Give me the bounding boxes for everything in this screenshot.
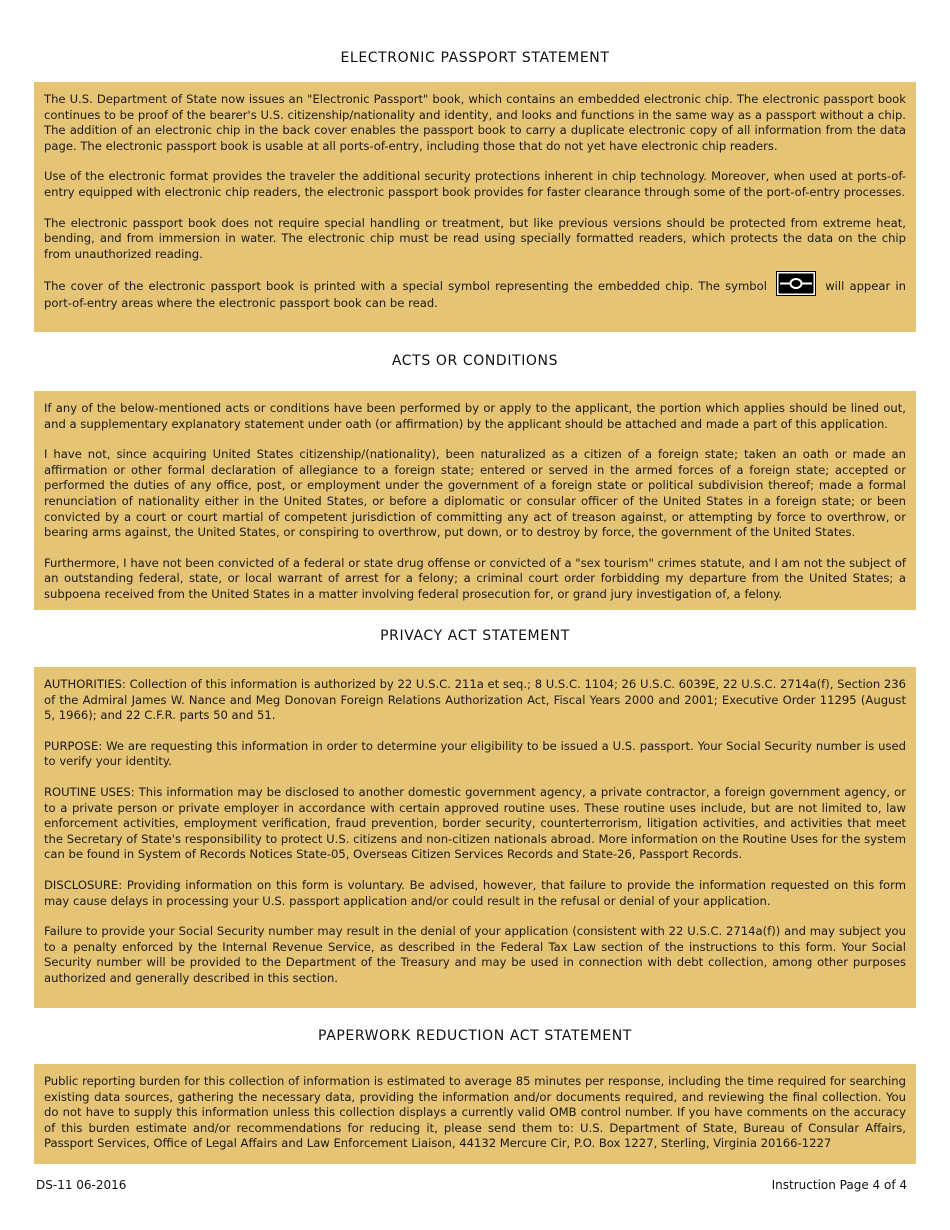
- electronic-passport-paragraph-1: The U.S. Department of State now issues an "Electronic Passport" book, which contains an embedded electronic chip. The electronic passport book continues to be proof of the bearer's U.S. citizenship/nationality and identity, and looks and functions in the same way as a passport without a chip. The addition of an electronic chip in the back cover enables the passport book to carry a duplicate electronic copy of all information from the data page. The electronic passport book is usable at all ports-of-entry, including those that do not yet have electronic chip readers.: [44, 92, 906, 153]
- privacy-routine-uses-paragraph: ROUTINE USES: This information may be disclosed to another domestic government agency, a private contractor, a foreign government agency, or to a private person or private employer in accordance with certain approved routine uses. These routine uses include, but are not limited to, law enforcement activities, employment verification, fraud prevention, border security, counterterrorism, litigation activities, and activities that meet the Secretary of State's responsibility to protect U.S. citizens and non-citizen nationals abroad. More information on the Routine Uses for the system can be found in System of Records Notices State-05, Overseas Citizen Services Records and State-26, Passport Records.: [44, 784, 906, 862]
- chip-symbol-text-after: will appear in port-of-entry areas where the electronic passport book can be read.: [44, 279, 906, 311]
- paperwork-reduction-panel: [34, 1064, 916, 1164]
- privacy-act-heading: PRIVACY ACT STATEMENT: [380, 628, 570, 644]
- acts-conditions-paragraph-3: Furthermore, I have not been convicted of a federal or state drug offense or convicted of a "sex tourism" crimes statute, and I am not the subject of an outstanding federal, state, or local warrant of arrest for a felony; a criminal court order forbidding my departure from the United States; a subpoena received from the United States in a matter involving federal prosecution for, or grand jury investigation of, a felony.: [44, 555, 906, 601]
- privacy-act-panel: [34, 667, 916, 1008]
- chip-symbol-text-before: The cover of the electronic passport book is printed with a special symbol representing the embedded chip. The symbol: [44, 279, 767, 294]
- acts-conditions-paragraph-2: I have not, since acquiring United States citizenship/(nationality), been naturalized as a citizen of a foreign state; taken an oath or made an affirmation or other formal declaration of allegiance to a foreign state; entered or served in the armed forces of a foreign state; accepted or performed the duties of any office, post, or employment under the government of a foreign state or political subdivision thereof; made a formal renunciation of nationality either in the United States, or before a diplomatic or consular officer of the United States in a foreign state; or been convicted by a court or court martial of competent jurisdiction of committing any act of treason against, or attempting by force to overthrow, or bearing arms against, the United States, or conspiring to overthrow, put down, or to destroy by force, the government of the United States.: [44, 447, 906, 540]
- electronic-passport-paragraph-3: The electronic passport book does not require special handling or treatment, but like previous versions should be protected from extreme heat, bending, and from immersion in water. The electronic chip must be read using specially formatted readers, which protects the data on the chip from unauthorized reading.: [44, 215, 906, 261]
- paperwork-reduction-paragraph: Public reporting burden for this collection of information is estimated to average 85 minutes per response, including the time required for searching existing data sources, gathering the necessary data, providing the information and/or documents required, and reviewing the final collection. You do not have to supply this information unless this collection displays a currently valid OMB control number. If you have comments on the accuracy of this burden estimate and/or recommendations for reducing it, please send them to: U.S. Department of State, Bureau of Consular Affairs, Passport Services, Office of Legal Affairs and Law Enforcement Liaison, 44132 Mercure Cir, P.O. Box 1227, Sterling, Virginia 20166-1227: [44, 1074, 906, 1151]
- acts-conditions-paragraph-1: If any of the below-mentioned acts or conditions have been performed by or apply to the applicant, the portion which applies should be lined out, and a supplementary explanatory statement under oath (or affirmation) by the applicant should be attached and made a part of this application.: [44, 401, 906, 431]
- page-number: Instruction Page 4 of 4: [771, 1178, 907, 1192]
- privacy-purpose-paragraph: PURPOSE: We are requesting this information in order to determine your eligibility to be issued a U.S. passport. Your Social Security number is used to verify your identity.: [44, 738, 906, 769]
- form-id: DS-11 06-2016: [36, 1178, 127, 1192]
- electronic-passport-paragraph-4: [44, 277, 906, 312]
- privacy-ssn-paragraph: Failure to provide your Social Security number may result in the denial of your application (consistent with 22 U.S.C. 2714a(f)) and may subject you to a penalty enforced by the Internal Revenue Service, as described in the Federal Tax Law section of the instructions to this form. Your Social Security number will be provided to the Department of the Treasury and may be used in connection with debt collection, among other purposes authorized and generally described in this section.: [44, 924, 906, 985]
- acts-conditions-panel: [34, 391, 916, 610]
- privacy-authorities-paragraph: AUTHORITIES: Collection of this information is authorized by 22 U.S.C. 211a et seq.; 8 U.S.C. 1104; 26 U.S.C. 6039E, 22 U.S.C. 2714a(f), Section 236 of the Admiral James W. Nance and Meg Donovan Foreign Relations Authorization Act, Fiscal Years 2000 and 2001; Executive Order 11295 (August 5, 1966); and 22 C.F.R. parts 50 and 51.: [44, 677, 906, 723]
- privacy-disclosure-paragraph: DISCLOSURE: Providing information on this form is voluntary. Be advised, however, that failure to provide the information requested on this form may cause delays in processing your U.S. passport application and/or could result in the refusal or denial of your application.: [44, 877, 906, 908]
- electronic-passport-paragraph-2: Use of the electronic format provides the traveler the additional security protections inherent in chip technology. Moreover, when used at ports-of-entry equipped with electronic chip readers, the electronic passport book provides for faster clearance through some of the port-of-entry processes.: [44, 169, 906, 199]
- electronic-passport-panel: [34, 82, 916, 332]
- electronic-passport-chip-icon: [776, 271, 816, 296]
- acts-conditions-heading: ACTS OR CONDITIONS: [391, 353, 559, 369]
- paperwork-reduction-heading: PAPERWORK REDUCTION ACT STATEMENT: [318, 1028, 632, 1044]
- electronic-passport-heading: ELECTRONIC PASSPORT STATEMENT: [340, 50, 610, 66]
